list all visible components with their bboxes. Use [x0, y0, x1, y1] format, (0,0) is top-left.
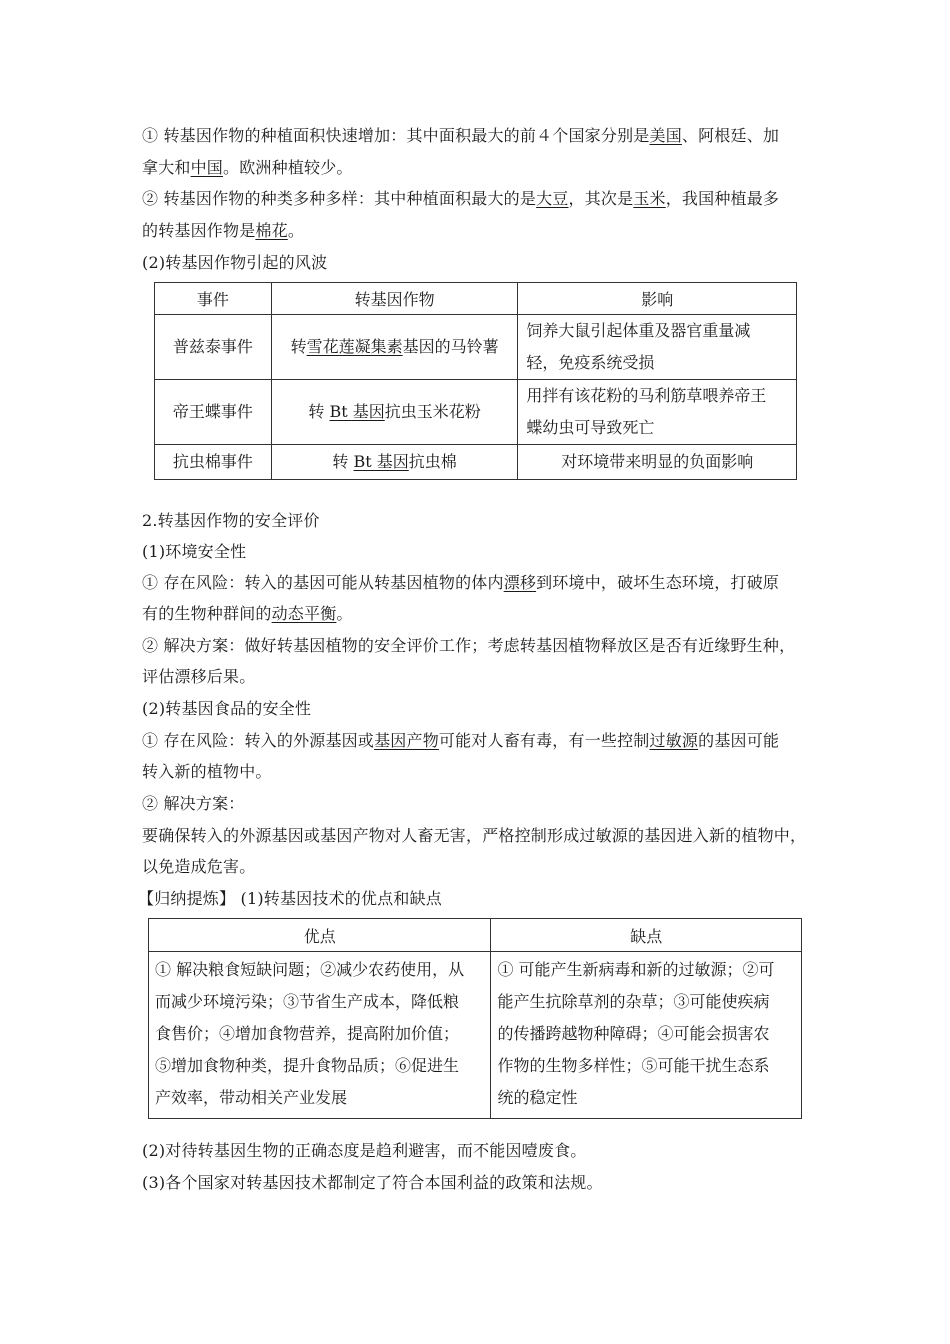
answer-china: 中国	[190, 158, 224, 177]
table-row	[155, 380, 797, 445]
answer-allergen: 过敏源	[649, 731, 699, 750]
answer-drift: 漂移	[503, 573, 537, 592]
env-risk-line-2: 有的生物种群间的动态平衡。	[142, 604, 353, 623]
controversy-table	[154, 282, 797, 480]
food-risk-line-2: 转入新的植物中。	[142, 762, 272, 781]
sub-food-safety: (2)转基因食品的安全性	[142, 699, 312, 718]
event-cell: 帝王蝶事件	[155, 380, 272, 445]
answer-soybean: 大豆	[536, 189, 569, 208]
header-crop: 转基因作物	[271, 283, 518, 315]
table-row	[155, 445, 797, 480]
answer-usa: 美国	[649, 126, 682, 145]
planting-area-line-1: ① 转基因作物的种植面积快速增加：其中面积最大的前４个国家分别是美国、阿根廷、加	[142, 126, 780, 145]
food-risk-line-1: ① 存在风险：转入的外源基因或基因产物可能对人畜有毒，有一些控制过敏源的基因可能	[142, 731, 780, 750]
answer-gene-product: 基因产物	[374, 731, 439, 750]
crop-cell: 转 Bt 基因抗虫玉米花粉	[271, 380, 518, 445]
effect-cell: 对环境带来明显的负面影响	[518, 445, 797, 480]
table-header-row	[149, 919, 802, 952]
crop-types-line-1: ② 转基因作物的种类多种多样：其中种植面积最大的是大豆，其次是玉米，我国种植最多	[142, 189, 780, 208]
cons-cell: ① 可能产生新病毒和新的过敏源；②可 能产生抗除草剂的杂草；③可能使疾病 的传播跨越物种障碍；④可能会损害农 作物的生物多样性；⑤可能干扰生态系 统的稳定性	[491, 952, 802, 1119]
crop-cell: 转雪花莲凝集素基因的马铃薯	[271, 315, 518, 380]
policy-note: (3)各个国家对转基因技术都制定了符合本国利益的政策和法规。	[142, 1173, 603, 1192]
planting-area-line-2: 拿大和中国。欧洲种植较少。	[142, 158, 353, 177]
sub-env-safety: (1)环境安全性	[142, 542, 247, 561]
event-cell: 抗虫棉事件	[155, 445, 272, 480]
table-row	[155, 315, 797, 380]
effect-cell: 饲养大鼠引起体重及器官重量减 轻，免疫系统受损	[518, 315, 797, 380]
env-risk-line-1: ① 存在风险：转入的基因可能从转基因植物的体内漂移到环境中，破坏生态环境，打破原	[142, 573, 780, 592]
attitude-note: (2)对待转基因生物的正确态度是趋利避害，而不能因噎废食。	[142, 1141, 587, 1160]
env-plan-line-2: 评估漂移后果。	[142, 667, 256, 686]
summary-label: 【归纳提炼】	[138, 889, 236, 908]
pros-cons-table	[148, 918, 802, 1119]
summary-title-line	[138, 889, 442, 909]
header-effect: 影响	[518, 283, 797, 315]
summary-title: (1)转基因技术的优点和缺点	[240, 889, 442, 908]
food-plan-line-2: 以免造成危害。	[142, 857, 256, 876]
effect-cell: 用拌有该花粉的马利筋草喂养帝王 蝶幼虫可导致死亡	[518, 380, 797, 445]
header-cons: 缺点	[491, 919, 802, 952]
subheading-controversy: (2)转基因作物引起的风波	[142, 253, 328, 272]
header-event: 事件	[155, 283, 272, 315]
crop-types-line-2: 的转基因作物是棉花。	[142, 221, 305, 240]
food-plan-label: ② 解决方案：	[142, 794, 245, 813]
table-row	[149, 952, 802, 1119]
pros-cell: ① 解决粮食短缺问题；②减少农药使用，从 而减少环境污染；③节省生产成本，降低粮 食售价；④增加食物营养，提高附加价值； ⑤增加食物种类，提升食物品质；⑥促进生 产效率，带动相关产业发展	[149, 952, 491, 1119]
answer-cotton: 棉花	[255, 221, 288, 240]
food-plan-line-1: 要确保转入的外源基因或基因产物对人畜无害，严格控制形成过敏源的基因进入新的植物中，	[142, 826, 807, 845]
crop-cell: 转 Bt 基因抗虫棉	[271, 445, 518, 480]
table-header-row	[155, 283, 797, 315]
env-plan-line-1: ② 解决方案：做好转基因植物的安全评价工作；考虑转基因植物释放区是否有近缘野生种，	[142, 636, 796, 655]
answer-corn: 玉米	[633, 189, 666, 208]
event-cell: 普兹泰事件	[155, 315, 272, 380]
header-pros: 优点	[149, 919, 491, 952]
answer-dynamic-balance: 动态平衡	[271, 604, 337, 623]
section2-heading: 2.转基因作物的安全评价	[142, 511, 320, 530]
